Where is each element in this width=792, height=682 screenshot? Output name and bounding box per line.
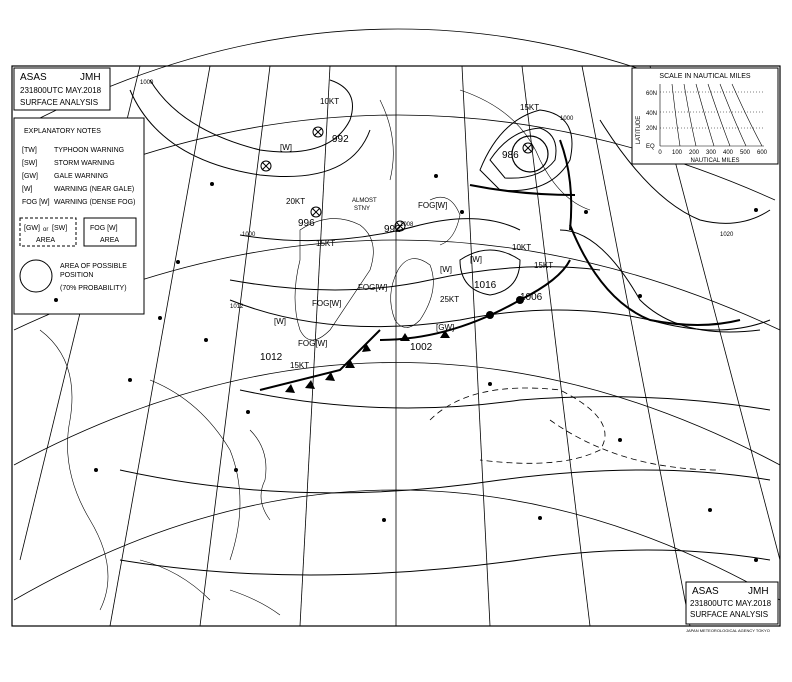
header-datetime: 231800UTC MAY.2018 (20, 86, 102, 95)
legend-circle-line3: (70% PROBABILITY) (60, 285, 127, 292)
almost-stny-line1: ALMOST (352, 198, 377, 204)
legend-box-fog-area: AREA (100, 237, 120, 244)
warning-w-d: [W] (280, 143, 292, 152)
speed-15kt-d: 15KT (290, 361, 310, 370)
nm-tick-500: 500 (739, 150, 751, 156)
footer-subtitle: SURFACE ANALYSIS (690, 610, 769, 619)
warning-w-a: [W] (440, 265, 452, 274)
system-1006: 1006 (520, 292, 543, 303)
lat-tick-eq: EQ (646, 144, 655, 150)
fog-warning-d: FOG[W] (298, 339, 328, 348)
warning-w-c: [W] (274, 317, 286, 326)
footer-datetime: 231800UTC MAY.2018 (690, 599, 772, 608)
legend-text-gw: GALE WARNING (54, 173, 109, 180)
nm-tick-600: 600 (756, 150, 768, 156)
legend-box-sw: [SW] (52, 225, 68, 232)
isobar-label-1000-a: 1000 (140, 80, 154, 86)
lat-tick-40: 40N (646, 111, 658, 117)
system-992-b: 992 (384, 224, 401, 235)
system-1002: 1002 (410, 342, 433, 353)
legend-box-fog: FOG [W] (90, 225, 118, 232)
legend-code-w: [W] (22, 186, 33, 193)
nm-tick-300: 300 (705, 150, 717, 156)
isobar-label-1020: 1020 (720, 232, 734, 238)
legend-code-sw: [SW] (22, 160, 38, 167)
footer-agency: JMH (748, 586, 769, 597)
legend-code-tw: [TW] (22, 147, 37, 154)
fog-warning-a: FOG[W] (418, 201, 448, 210)
gale-warning: [GW] (436, 323, 455, 332)
legend-circle-line2: POSITION (60, 272, 94, 279)
legend-text-w: WARNING (NEAR GALE) (54, 186, 135, 193)
nm-tick-0: 0 (658, 150, 662, 156)
fog-warning-c: FOG[W] (312, 299, 342, 308)
legend-text-sw: STORM WARNING (54, 160, 115, 167)
speed-15kt-c: 15KT (534, 261, 554, 270)
header-subtitle: SURFACE ANALYSIS (20, 98, 99, 107)
legend-circle-line1: AREA OF POSSIBLE (60, 263, 127, 270)
scale-xlabel: NAUTICAL MILES (690, 158, 740, 164)
legend-heading: EXPLANATORY NOTES (24, 128, 101, 135)
footer-title: ASAS (692, 586, 719, 597)
system-992-a: 992 (332, 134, 349, 145)
isobar-label-1012: 1012 (230, 304, 244, 310)
legend-code-fog: FOG [W] (22, 199, 50, 206)
nm-tick-400: 400 (722, 150, 734, 156)
warning-w-b: [W] (470, 255, 482, 264)
system-1012: 1012 (260, 352, 283, 363)
legend-text-tw: TYPHOON WARNING (54, 147, 125, 154)
legend-box-gw: [GW] (24, 225, 40, 232)
header-box (14, 68, 110, 110)
speed-15kt-a: 15KT (316, 239, 336, 248)
legend-box (14, 118, 144, 314)
speed-10kt-a: 10KT (320, 97, 340, 106)
scale-title: SCALE IN NAUTICAL MILES (659, 73, 751, 80)
scale-ylabel: LATITUDE (636, 115, 642, 145)
speed-10kt-b: 10KT (512, 243, 532, 252)
scale-inset (632, 68, 778, 164)
almost-stny-line2: STNY (354, 206, 371, 212)
fog-warning-b: FOG[W] (358, 283, 388, 292)
legend-text-fog: WARNING (DENSE FOG) (54, 199, 136, 206)
legend-box-or: or (43, 227, 49, 233)
isobar-label-1000-b: 1000 (242, 232, 256, 238)
system-996: 996 (298, 218, 315, 229)
nm-tick-200: 200 (688, 150, 700, 156)
legend-code-gw: [GW] (22, 173, 38, 180)
lat-tick-60: 60N (646, 91, 658, 97)
nm-tick-100: 100 (671, 150, 683, 156)
system-986: 986 (502, 150, 519, 161)
header-title: ASAS (20, 72, 47, 83)
header-agency: JMH (80, 72, 101, 83)
footer-credit: JAPAN METEOROLOGICAL AGENCY TOKYO (686, 628, 770, 633)
speed-20kt: 20KT (286, 197, 306, 206)
isobar-label-1008: 1008 (400, 222, 414, 228)
legend-box-area: AREA (36, 237, 56, 244)
speed-15kt-b: 15KT (520, 103, 540, 112)
system-1016: 1016 (474, 280, 497, 291)
lat-tick-20: 20N (646, 126, 658, 132)
isobar-label-1000-c: 1000 (560, 116, 574, 122)
speed-25kt: 25KT (440, 295, 460, 304)
